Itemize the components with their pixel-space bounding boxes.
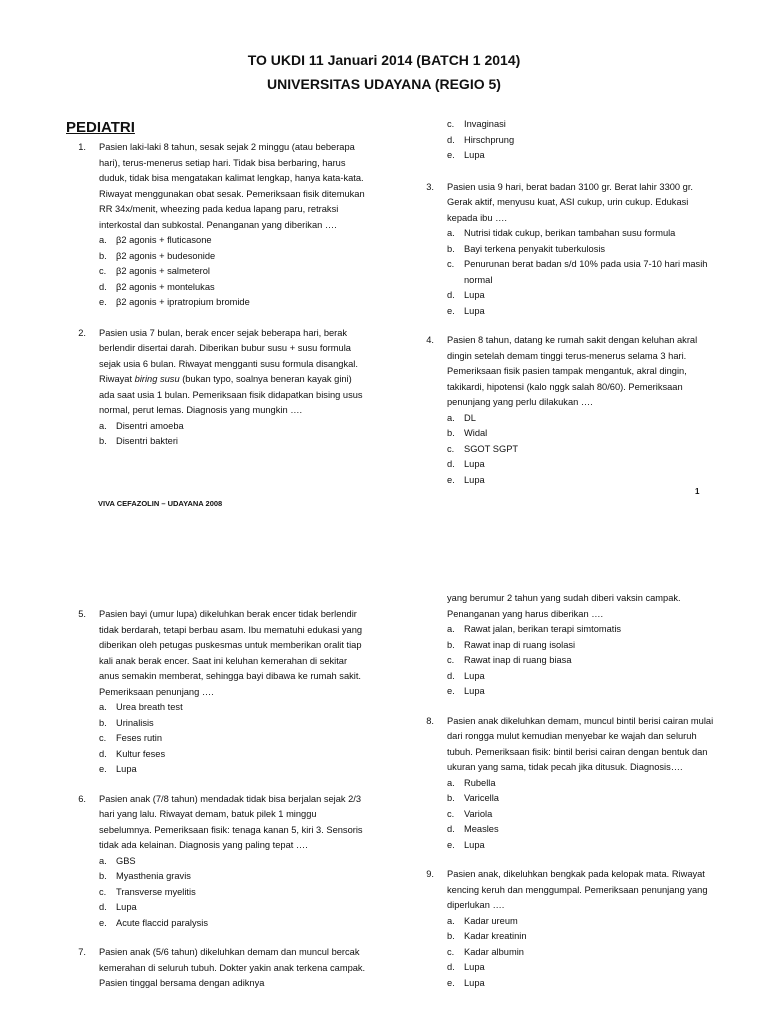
- question-7-continued: [414, 591, 714, 700]
- option-list: [414, 226, 714, 319]
- option-d: d. Lupa: [447, 670, 485, 681]
- question-5: [66, 607, 366, 778]
- option-d: d. Lupa: [99, 902, 137, 912]
- option-list: [66, 700, 366, 778]
- option-list: [66, 854, 366, 932]
- option-list: [414, 117, 714, 164]
- option-a: a. Nutrisi tidak cukup, berikan tambahan susu formula: [447, 228, 676, 238]
- question-number: 3.: [426, 181, 434, 192]
- option-a: a. β2 agonis + fluticasone: [99, 235, 212, 245]
- option-list: [414, 776, 714, 854]
- question-9: [414, 867, 714, 991]
- option-d: d. Measles: [447, 824, 499, 834]
- right-column-page-2: [414, 591, 714, 991]
- question-stem: Pasien anak (7/8 tahun) mendadak tidak bisa berjalan sejak 2/3 hari yang lalu. Riwayat demam, batuk pilek 1 minggu sebelumnya. Pemeriksaan fisik: tenaga kanan 5, kiri 3. Sensoris tidak ada kelainan. Diagnosis yang paling tepat ….: [99, 793, 363, 850]
- option-a: a. GBS: [99, 855, 136, 866]
- option-b: b. Disentri bakteri: [99, 436, 179, 446]
- option-e: e. Lupa: [447, 686, 485, 696]
- option-c: c. Variola: [447, 808, 493, 819]
- option-b: b. Myasthenia gravis: [99, 871, 191, 881]
- option-c: c. β2 agonis + salmeterol: [99, 266, 210, 276]
- document-page-2: [0, 592, 768, 1024]
- option-list: [414, 622, 714, 700]
- document-title-line-2: UNIVERSITAS UDAYANA (REGIO 5): [267, 76, 501, 92]
- section-title: PEDIATRI: [66, 119, 135, 136]
- question-4: [414, 333, 714, 488]
- option-d: d. Lupa: [447, 459, 485, 469]
- question-number: 9.: [426, 869, 434, 879]
- option-b: b. Rawat inap di ruang isolasi: [447, 639, 576, 650]
- question-1: [66, 140, 366, 311]
- option-d: d. Lupa: [447, 290, 485, 300]
- question-6: [66, 792, 366, 932]
- question-stem: Pasien anak dikeluhkan demam, muncul bintil berisi cairan mulai dari rongga mulut kemudian menyebar ke wajah dan seluruh tubuh. Pemeriksaan fisik: bintil berisi cairan dengan bentuk dan ukuran yang sama, tidak pecah jika ditusuk. Diagnosis….: [447, 715, 714, 772]
- question-stem: yang berumur 2 tahun yang sudah diberi vaksin campak. Penanganan yang harus diberikan ….: [447, 593, 681, 619]
- option-a: a. Rubella: [447, 777, 496, 788]
- option-list: [66, 233, 366, 311]
- question-stem: Pasien usia 9 hari, berat badan 3100 gr. Berat lahir 3300 gr. Gerak aktif, menyusu kuat, ASI cukup, urin cukup. Edukasi kepada ibu ….: [447, 181, 694, 223]
- left-column-page-2: [66, 607, 366, 992]
- question-3: [414, 180, 714, 320]
- question-number: 1.: [78, 142, 86, 152]
- question-stem: Pasien anak (5/6 tahun) dikeluhkan demam dan muncul bercak kemerahan di seluruh tubuh. Dokter yakin anak terkena campak. Pasien tinggal bersama dengan adiknya: [99, 947, 366, 988]
- option-a: a. Kadar ureum: [447, 915, 518, 926]
- option-e: e. Lupa: [447, 305, 485, 316]
- question-7: [66, 945, 366, 992]
- question-number: 8.: [426, 715, 434, 726]
- option-b: b. Widal: [447, 428, 488, 438]
- page-number: 1: [695, 487, 700, 496]
- option-a: a. Disentri amoeba: [99, 420, 184, 431]
- question-number: 2.: [78, 327, 86, 338]
- page-gap: [0, 550, 768, 592]
- option-e: e. β2 agonis + ipratropium bromide: [99, 297, 250, 307]
- option-list: [414, 914, 714, 992]
- question-8: [414, 714, 714, 854]
- question-number: 6.: [78, 793, 86, 804]
- page-footer: VIVA CEFAZOLIN – UDAYANA 2008: [98, 499, 223, 508]
- option-e: e. Lupa: [447, 977, 485, 988]
- question-number: 7.: [78, 947, 86, 957]
- question-stem: Pasien usia 7 bulan, berak encer sejak beberapa hari, berak berlendir disertai darah. Diberikan bubur susu + susu formula sejak usia 6 bulan. Riwayat mengganti susu formula disangkal. Riwayat biring susu (bukan typo, soalnya beneran kayak gini) ada saat usia 1 bulan. Pemeriksaan fisik didapatkan bising usus normal, perut lemas. Diagnosis yang mungkin ….: [99, 327, 363, 415]
- option-c: c. Penurunan berat badan s/d 10% pada usia 7-10 hari masih normal: [447, 259, 708, 285]
- question-2-continued: [414, 117, 714, 164]
- question-number: 5.: [78, 609, 86, 619]
- option-e: e. Lupa: [447, 474, 485, 485]
- question-stem: Pasien laki-laki 8 tahun, sesak sejak 2 minggu (atau beberapa hari), terus-menerus setiap hari. Tidak bisa berbaring, harus duduk, tidak bisa mengatakan kalimat lengkap, hanya kata-kata. Riwayat menggunakan obat sesak. Pemeriksaan fisik ditemukan RR 34x/menit, wheezing pada kedua lapang paru, retraksi interkostal dan subkostal. Penanganan yang diberikan ….: [99, 142, 365, 230]
- option-e: e. Lupa: [99, 764, 137, 774]
- option-b: b. Bayi terkena penyakit tuberkulosis: [447, 243, 606, 254]
- option-c: c. Rawat inap di ruang biasa: [447, 655, 572, 665]
- question-number: 4.: [426, 335, 434, 345]
- option-c: c. Feses rutin: [99, 733, 162, 743]
- option-a: a. DL: [447, 412, 476, 423]
- question-stem: Pasien anak, dikeluhkan bengkak pada kelopak mata. Riwayat kencing keruh dan menggumpal. Pemeriksaan penunjang yang diperlukan ….: [447, 869, 708, 910]
- option-e: e. Lupa: [447, 839, 485, 850]
- option-e: e. Acute flaccid paralysis: [99, 917, 208, 928]
- option-c: c. Transverse myelitis: [99, 886, 196, 897]
- option-b: b. Kadar kreatinin: [447, 931, 527, 941]
- option-b: b. β2 agonis + budesonide: [99, 250, 216, 261]
- option-d: d. Hirschprung: [447, 134, 515, 145]
- option-c: c. SGOT SGPT: [447, 443, 519, 454]
- right-column-page-1: [414, 117, 714, 488]
- document-title-line-1: TO UKDI 11 Januari 2014 (BATCH 1 2014): [247, 52, 521, 68]
- option-a: a. Urea breath test: [99, 702, 183, 712]
- option-e: e. Lupa: [447, 150, 485, 160]
- option-c: c. Kadar albumin: [447, 946, 524, 957]
- option-b: b. Varicella: [447, 793, 499, 803]
- option-a: a. Rawat jalan, berikan terapi simtomatis: [447, 624, 622, 634]
- question-2: [66, 326, 366, 450]
- option-list: [414, 411, 714, 489]
- option-b: b. Urinalisis: [99, 717, 154, 728]
- question-stem: Pasien bayi (umur lupa) dikeluhkan berak encer tidak berlendir tidak berdarah, tetapi berbau asam. Ibu mematuhi edukasi yang diberikan oleh petugas puskesmas untuk memberikan oralit tiap kali anak berak encer. Saat ini keluhan kemerahan di sekitar anus semakin memberat, sehingga bayi dibawa ke rumah sakit. Pemeriksaan penunjang ….: [99, 609, 363, 697]
- option-d: d. Kultur feses: [99, 748, 166, 759]
- option-d: d. Lupa: [447, 962, 485, 972]
- option-c: c. Invaginasi: [447, 119, 506, 129]
- option-list: [66, 419, 366, 450]
- option-d: d. β2 agonis + montelukas: [99, 281, 215, 292]
- question-stem: Pasien 8 tahun, datang ke rumah sakit dengan keluhan akral dingin setelah demam tinggi terus-menerus selama 3 hari. Pemeriksaan fisik pasien tampak mengantuk, akral dingin, takikardi, hipotensi (kalo nggk salah 80/60). Pemeriksaan penunjang yang perlu dilakukan ….: [447, 335, 698, 407]
- left-column-page-1: [66, 140, 366, 450]
